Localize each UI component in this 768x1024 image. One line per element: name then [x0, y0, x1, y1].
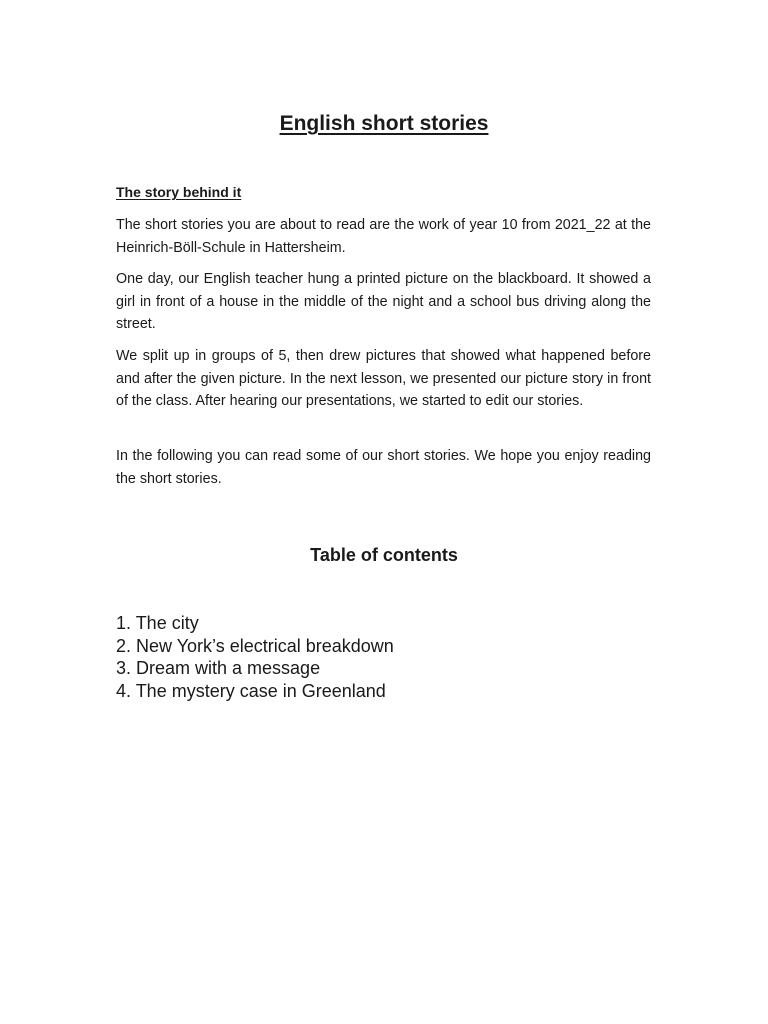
paragraph-groups: We split up in groups of 5, then drew pictures that showed what happened before and after the given picture. In the next lesson, we presented our picture story in front of the class. After hearing our presentations, we started to edit our stories. [116, 348, 651, 409]
toc-item: 4. The mystery case in Greenland [116, 680, 386, 701]
toc-list [116, 612, 394, 702]
paragraph-picture: One day, our English teacher hung a printed picture on the blackboard. It showed a girl in front of a house in the middle of the night and a school bus driving along the street. [116, 271, 651, 332]
toc-item: 3. Dream with a message [116, 658, 321, 678]
paragraph-intro: The short stories you are about to read are the work of year 10 from 2021_22 at the Heinrich-Böll-Schule in Hattersheim. [116, 217, 651, 256]
toc-item: 2. New York’s electrical breakdown [116, 635, 394, 656]
document-title [0, 111, 768, 137]
paragraph-following: In the following you can read some of our short stories. We hope you enjoy reading the short stories. [116, 448, 651, 487]
section-heading: The story behind it [116, 184, 242, 200]
toc-title: Table of contents [310, 545, 458, 565]
toc-item: 1. The city [116, 613, 199, 633]
document-title-text: English short stories [279, 112, 489, 135]
